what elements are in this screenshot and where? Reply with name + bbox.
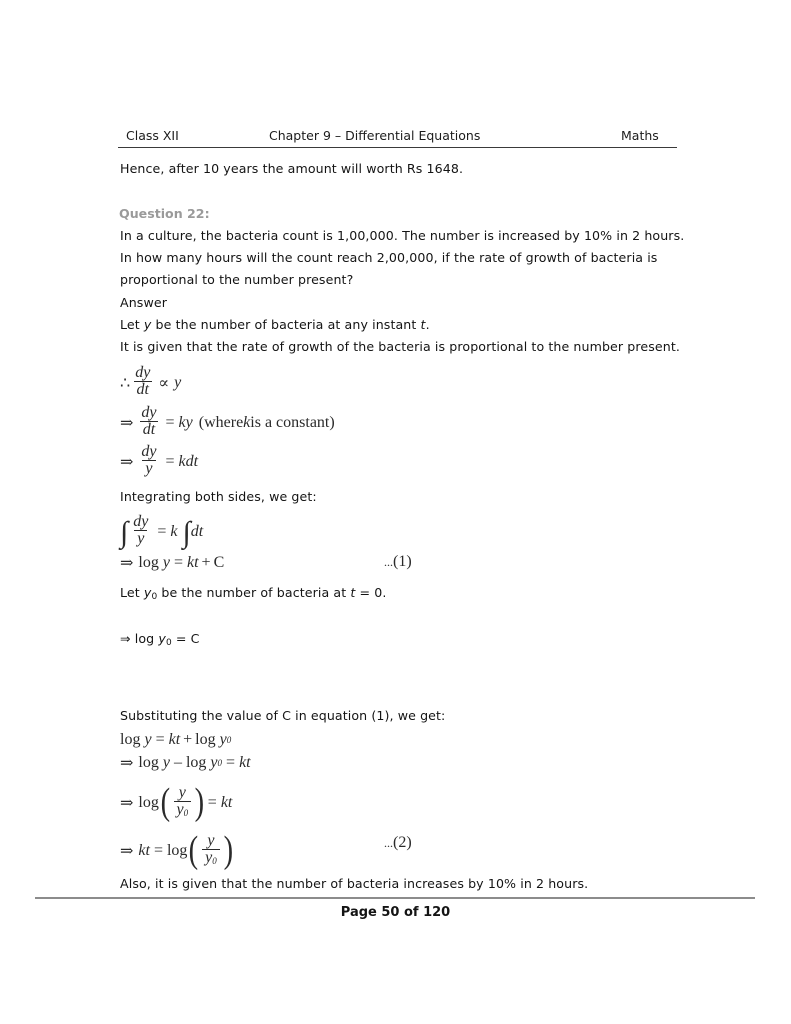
equation-separated — [120, 445, 198, 479]
equation-number-value: (2) — [393, 834, 412, 851]
equation-proportional — [120, 366, 181, 400]
left-parenthesis: ( — [189, 829, 199, 872]
subscript-0: 0 — [226, 735, 232, 745]
equation-number-2 — [384, 834, 412, 852]
expression-kt: kt — [138, 841, 150, 859]
log-operator-2: log — [195, 731, 216, 748]
log-operator: log — [138, 754, 159, 771]
differential-dt: dt — [190, 522, 204, 540]
left-parenthesis: ( — [160, 781, 170, 824]
implies-arrow: ⇒ — [120, 453, 134, 471]
equals-C: = C — [171, 631, 200, 646]
denominator-subscript: 0 — [212, 856, 217, 867]
plus-sign: + — [201, 554, 211, 571]
equation-number-dots: ... — [384, 555, 393, 569]
equation-ky — [120, 406, 335, 440]
footer-page-number: Page 50 of 120 — [340, 905, 451, 920]
let-y0-variable: y — [143, 585, 152, 600]
equation-number-dots: ... — [384, 836, 393, 850]
fraction-numerator: dy — [141, 443, 157, 460]
equals-sign: = — [155, 731, 165, 748]
log-operator: log — [138, 793, 159, 811]
variable-y: y — [144, 731, 152, 748]
question-line-2: In how many hours will the count reach 2,00,000, if the rate of growth of bacteria is — [120, 250, 658, 265]
log-operator: log — [134, 631, 159, 646]
integral-symbol: ∫ — [182, 515, 191, 549]
fraction-dy-dt — [138, 405, 159, 439]
header-class-label: Class XII — [126, 128, 179, 143]
also-line: Also, it is given that the number of bacteria increases by 10% in 2 hours. — [120, 876, 589, 891]
let-y-mid: be the number of bacteria at any instant — [151, 317, 421, 332]
let-y-post: . — [425, 317, 430, 332]
equation-number-1 — [384, 553, 412, 571]
variable-y0: y — [158, 631, 166, 646]
equals-sign: = — [226, 754, 236, 771]
equals-sign: = — [165, 413, 175, 431]
question-line-3: proportional to the number present? — [120, 272, 354, 287]
let-y0-line — [120, 585, 387, 602]
log-operator: log — [120, 731, 141, 748]
equals-sign: = — [165, 452, 175, 470]
equals-sign: = — [207, 793, 217, 811]
proportional-symbol: ∝ — [158, 374, 170, 392]
intro-line: Hence, after 10 years the amount will worth Rs 1648. — [120, 161, 464, 176]
expression-kt: kt — [220, 793, 233, 811]
variable-y0: y — [210, 754, 218, 771]
fraction-denominator: y — [142, 460, 155, 477]
note-pre: (where — [198, 413, 244, 431]
fraction-denominator: dt — [140, 421, 158, 438]
fraction-denominator — [174, 801, 192, 818]
constant-k: k — [170, 522, 178, 540]
implies-arrow: ⇒ — [120, 631, 131, 646]
denominator-variable: y — [205, 849, 213, 867]
implies-arrow: ⇒ — [120, 414, 134, 432]
log-operator: log — [166, 841, 188, 859]
right-parenthesis: ) — [194, 781, 205, 824]
let-y0-variable-t: t — [350, 585, 356, 600]
fraction-numerator: dy — [133, 513, 149, 530]
fraction-dy-dt — [132, 365, 153, 399]
subscript-0: 0 — [217, 758, 223, 768]
constant-C: C — [213, 554, 225, 571]
equation-substituted-4 — [120, 829, 234, 872]
equation-number-value: (1) — [393, 553, 412, 570]
fraction-y-over-y0 — [202, 833, 220, 867]
integrating-line: Integrating both sides, we get: — [120, 489, 317, 504]
equals-sign: = — [173, 554, 183, 571]
let-y-pre: Let — [120, 317, 144, 332]
note-post: is a constant) — [250, 413, 335, 431]
equals-sign: = — [157, 522, 167, 540]
fraction-denominator: y — [134, 530, 147, 547]
implies-arrow: ⇒ — [120, 755, 134, 772]
note-variable-k: k — [243, 413, 251, 431]
equation-substituted-3 — [120, 781, 233, 824]
equation-log-1 — [120, 553, 224, 573]
denominator-subscript: 0 — [183, 808, 189, 819]
given-line: It is given that the rate of growth of the bacteria is proportional to the number present. — [120, 339, 680, 354]
subscript-0: 0 — [165, 637, 172, 648]
expression-kt: kt — [168, 731, 181, 748]
fraction-numerator: y — [207, 832, 215, 849]
question-label: Question 22: — [119, 206, 210, 221]
header-divider — [118, 147, 677, 148]
therefore-symbol: ∴ — [120, 374, 131, 392]
let-y0-pre: Let — [120, 585, 144, 600]
fraction-denominator: dt — [134, 381, 152, 398]
fraction-dy-y — [138, 444, 159, 478]
expression-kt: kt — [239, 754, 251, 771]
let-y0-post: = 0. — [355, 585, 387, 600]
plus-sign: + — [183, 731, 193, 748]
let-y-line — [120, 317, 430, 332]
variable-y: y — [174, 373, 182, 391]
fraction-denominator — [202, 849, 220, 866]
question-line-1: In a culture, the bacteria count is 1,00,000. The number is increased by 10% in 2 hours. — [120, 228, 685, 243]
equation-log-y0 — [120, 631, 200, 648]
equation-substituted-1 — [120, 731, 231, 749]
variable-y: y — [162, 554, 170, 571]
fraction-numerator: y — [178, 784, 186, 801]
denominator-variable: y — [176, 801, 184, 819]
expression-ky: ky — [178, 413, 193, 431]
implies-arrow: ⇒ — [120, 842, 134, 860]
header-chapter-title: Chapter 9 – Differential Equations — [269, 128, 481, 143]
equals-sign: = — [153, 841, 163, 859]
page-header — [118, 128, 677, 146]
fraction-dy-y — [130, 514, 151, 548]
log-operator-2: log — [185, 754, 207, 771]
fraction-numerator: dy — [135, 364, 151, 381]
implies-arrow: ⇒ — [120, 555, 134, 572]
variable-y: y — [162, 754, 170, 771]
implies-arrow: ⇒ — [120, 794, 134, 812]
footer-divider — [35, 897, 755, 899]
minus-sign: – — [173, 754, 182, 771]
answer-label: Answer — [120, 295, 167, 310]
header-subject-label: Maths — [621, 128, 659, 143]
let-y-variable-t: t — [420, 317, 426, 332]
expression-kt: kt — [187, 554, 199, 571]
fraction-y-over-y0 — [174, 785, 192, 819]
equation-substituted-2 — [120, 753, 251, 773]
let-y0-mid: be the number of bacteria at — [157, 585, 351, 600]
expression-kdt: kdt — [178, 452, 199, 470]
fraction-numerator: dy — [141, 404, 157, 421]
let-y-variable: y — [143, 317, 152, 332]
log-operator: log — [138, 554, 159, 571]
integral-symbol: ∫ — [120, 515, 129, 549]
substituting-line: Substituting the value of C in equation (1), we get: — [120, 708, 446, 723]
right-parenthesis: ) — [223, 829, 233, 872]
let-y0-subscript: 0 — [151, 591, 158, 602]
variable-y0: y — [219, 731, 227, 748]
equation-integral — [120, 515, 203, 549]
